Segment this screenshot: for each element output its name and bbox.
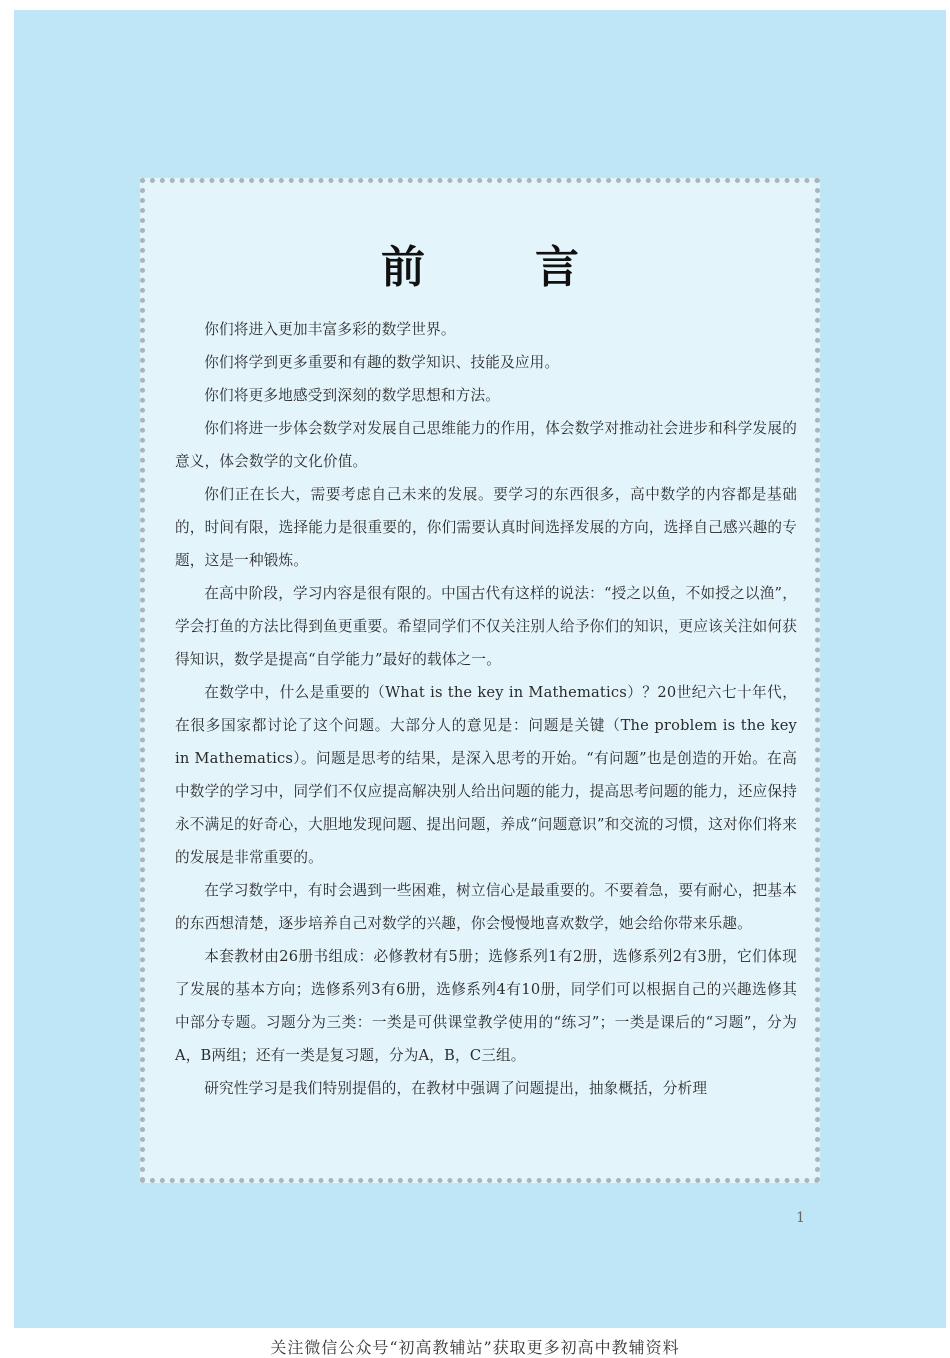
- paragraph: 在高中阶段，学习内容是很有限的。中国古代有这样的说法：“授之以鱼，不如授之以渔”，学会打鱼的方法比得到鱼更重要。希望同学们不仅关注别人给予你们的知识，更应该关注如何获得知识，数学是提高“自学能力”最好的载体之一。: [175, 585, 797, 668]
- title-char-2: 言: [535, 242, 579, 293]
- title-char-1: 前: [381, 242, 425, 293]
- paragraph: 你们将学到更多重要和有趣的数学知识、技能及应用。: [204, 354, 560, 371]
- page-number: 1: [796, 1210, 805, 1226]
- preface-frame: [140, 178, 820, 1183]
- paragraph: 你们将更多地感受到深刻的数学思想和方法。: [204, 387, 501, 404]
- paragraph: 研究性学习是我们特别提倡的，在教材中强调了问题提出，抽象概括，分析理: [204, 1080, 708, 1097]
- page-title: [145, 238, 815, 298]
- paragraph: 你们将进一步体会数学对发展自己思维能力的作用，体会数学对推动社会进步和科学发展的意义，体会数学的文化价值。: [175, 420, 797, 470]
- paragraph: 在数学中，什么是重要的（What is the key in Mathematics）？20世纪六七十年代，在很多国家都讨论了这个问题。大部分人的意见是：问题是关键（The problem is the key in Mathematics）。问题是思考的结果，是深入思考的开始。“有问题”也是创造的开始。在高中数学的学习中，同学们不仅应提高解决别人给出问题的能力，提高思考问题的能力，还应保持永不满足的好奇心，大胆地发现问题、提出问题，养成“问题意识”和交流的习惯，这对你们将来的发展是非常重要的。: [175, 684, 797, 866]
- paragraph: 你们将进入更加丰富多彩的数学世界。: [204, 321, 456, 338]
- paragraph: 在学习数学中，有时会遇到一些困难，树立信心是最重要的。不要着急，要有耐心，把基本的东西想清楚，逐步培养自己对数学的兴趣，你会慢慢地喜欢数学，她会给你带来乐趣。: [175, 882, 797, 932]
- preface-body: [175, 313, 797, 1105]
- footer-note: 关注微信公众号“初高教辅站”获取更多初高中教辅资料: [270, 1338, 680, 1357]
- page: [14, 10, 946, 1328]
- paragraph: 你们正在长大，需要考虑自己未来的发展。要学习的东西很多，高中数学的内容都是基础的，时间有限，选择能力是很重要的，你们需要认真时间选择发展的方向，选择自己感兴趣的专题，这是一种锻炼。: [175, 486, 797, 569]
- paragraph: 本套教材由26册书组成：必修教材有5册；选修系列1有2册，选修系列2有3册，它们体现了发展的基本方向；选修系列3有6册，选修系列4有10册，同学们可以根据自己的兴趣选修其中部分专题。习题分为三类：一类是可供课堂教学使用的“练习”；一类是课后的“习题”，分为A，B两组；还有一类是复习题，分为A，B，C三组。: [175, 948, 797, 1064]
